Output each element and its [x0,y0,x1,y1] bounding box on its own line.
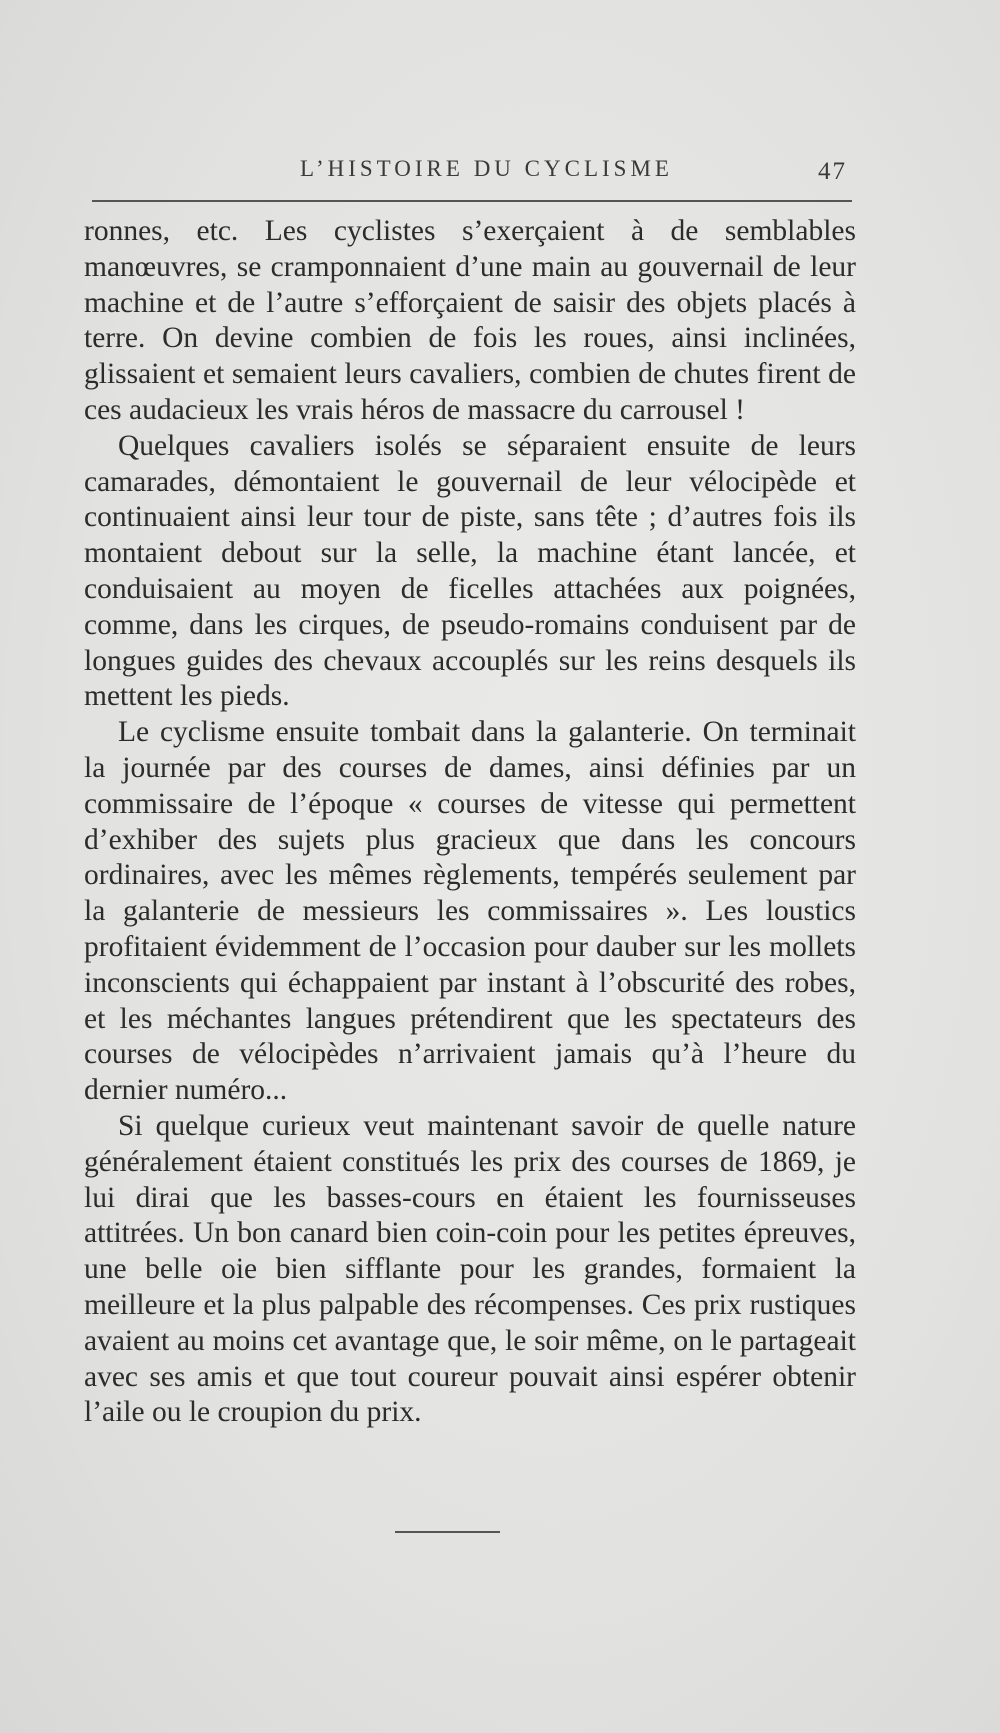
running-title: L’HISTOIRE DU CYCLISME [300,156,673,181]
body-text [84,214,856,1431]
paragraph: Quelques cavaliers isolés se séparaient ensuite de leurs camarades, démontaient le gouvernail de leur vélocipède et continuaient ainsi leur tour de piste, sans tête ; d’autres fois ils montaient debout sur la selle, la machine étant lancée, et conduisaient au moyen de ficelles attachées aux poignées, comme, dans les cirques, de pseudo-romains conduisent par de longues guides des chevaux accouplés sur les reins desquels ils mettent les pieds. [84,429,856,713]
section-end-rule [395,1531,500,1533]
paragraph: Si quelque curieux veut maintenant savoir de quelle nature généralement étaient constitués les prix des courses de 1869, je lui dirai que les basses-cours en étaient les fournisseuses attitrées. Un bon canard bien coin-coin pour les petites épreuves, une belle oie bien sifflante pour les grandes, formaient la meilleure et la plus palpable des récompenses. Ces prix rustiques avaient au moins cet avantage que, le soir même, on le partageait avec ses amis et que tout coureur pouvait ainsi espérer obtenir l’aile ou le croupion du prix. [84,1109,856,1429]
paragraph-continuation: ronnes, etc. Les cyclistes s’exerçaient à de semblables manœuvres, se cramponnaient d’une main au gouvernail de leur machine et de l’autre s’efforçaient de saisir des objets placés à terre. On devine combien de fois les roues, ainsi inclinées, glissaient et semaient leurs cavaliers, combien de chutes firent de ces audacieux les vrais héros de massacre du carrousel ! [84,215,856,426]
paragraph: Le cyclisme ensuite tombait dans la galanterie. On terminait la journée par des courses de dames, ainsi définies par un commissaire de l’époque « courses de vitesse qui permettent d’exhiber des sujets plus gracieux que dans les concours ordinaires, avec les mêmes règlements, tempérés seulement par la galanterie de messieurs les commissaires ». Les loustics profitaient évidemment de l’occasion pour dauber sur les mollets inconscients qui échappaient par instant à l’obscurité des robes, et les méchantes langues prétendirent que les spectateurs des courses de vélocipèdes n’arrivaient jamais qu’à l’heure du dernier numéro... [84,716,856,1107]
header-rule [92,200,852,202]
page-number: 47 [818,158,847,185]
